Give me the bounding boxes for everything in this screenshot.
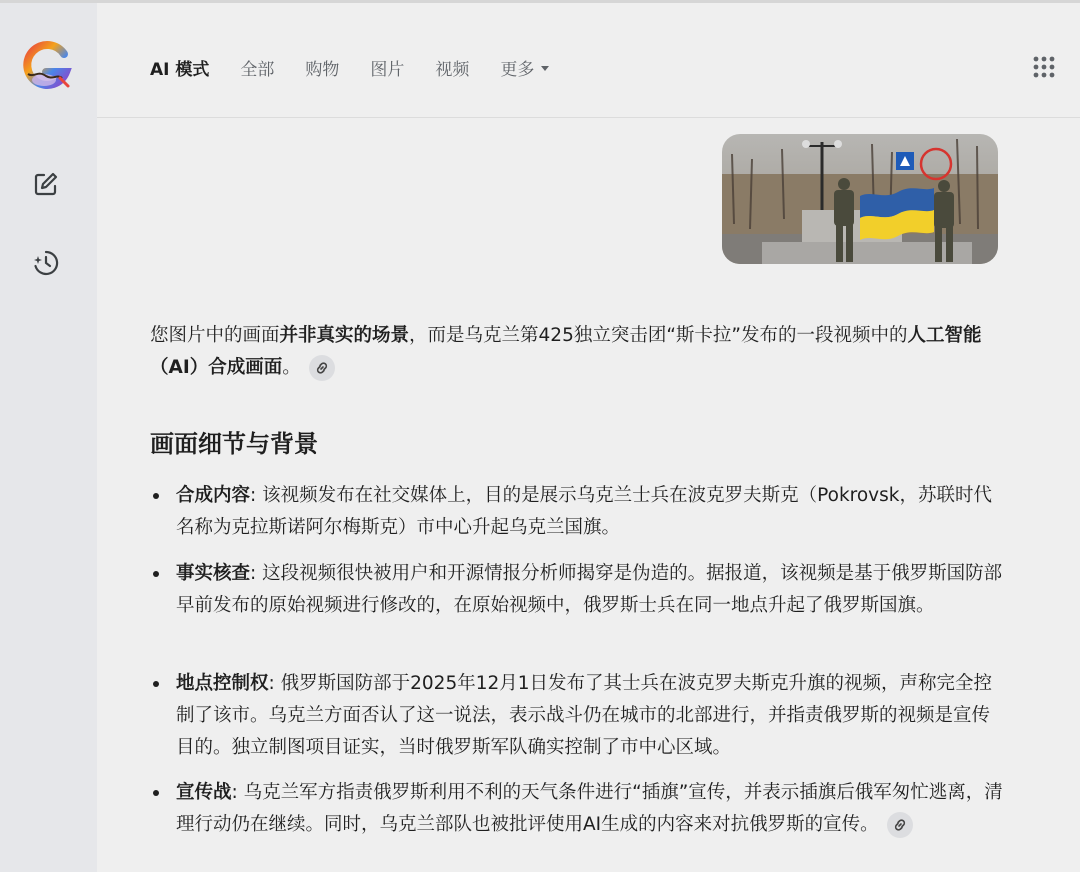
link-icon bbox=[315, 361, 329, 375]
tab-ai-mode[interactable]: AI 模式 bbox=[150, 59, 210, 80]
header-divider bbox=[97, 117, 1080, 118]
history-icon bbox=[31, 248, 61, 278]
search-tabs bbox=[150, 52, 580, 82]
caret-down-icon bbox=[541, 66, 549, 71]
left-rail bbox=[0, 3, 97, 872]
list-item: 地点控制权: 俄罗斯国防部于2025年12月1日发布了其士兵在波克罗夫斯克升旗的视频，声称完全控制了该市。乌克兰方面否认了这一说法，表示战斗仍在城市的北部进行，并指责俄罗斯的视频是宣传目的。独立制图项目证实，当时俄罗斯军队确实控制了市中心区域。 bbox=[150, 668, 1006, 764]
edit-icon bbox=[32, 170, 60, 198]
list-item: 合成内容: 该视频发布在社交媒体上，目的是展示乌克兰士兵在波克罗夫斯克（Pokrovsk，苏联时代名称为克拉斯诺阿尔梅斯克）市中心升起乌克兰国旗。 bbox=[150, 480, 1006, 544]
list-item: 事实核查: 这段视频很快被用户和开源情报分析师揭穿是伪造的。据报道，该视频是基于俄罗斯国防部早前发布的原始视频进行修改的，在原始视频中，俄罗斯士兵在同一地点升起了俄罗斯国旗。 bbox=[150, 558, 1006, 622]
tab-all[interactable]: 全部 bbox=[240, 59, 275, 80]
apps-grid-icon[interactable] bbox=[1033, 56, 1055, 78]
link-icon bbox=[893, 818, 907, 832]
answer-intro bbox=[150, 320, 1000, 384]
list-item: 宣传战: 乌克兰军方指责俄罗斯利用不利的天气条件进行“插旗”宣传，并表示插旗后俄军匆忙逃离，清理行动仍在继续。同时，乌克兰部队也被批评使用AI生成的内容来对抗俄罗斯的宣传。 bbox=[150, 777, 1006, 841]
section-heading: 画面细节与背景 bbox=[150, 430, 318, 458]
intro-paragraph: 您图片中的画面并非真实的场景，而是乌克兰第425独立突击团“斯卡拉”发布的一段视频中的人工智能（AI）合成画面。 bbox=[150, 320, 1000, 384]
source-link-button[interactable] bbox=[309, 355, 335, 381]
tab-shopping[interactable]: 购物 bbox=[305, 59, 340, 80]
new-chat-button[interactable] bbox=[28, 166, 64, 202]
tab-videos[interactable]: 视频 bbox=[435, 59, 470, 80]
history-button[interactable] bbox=[28, 245, 64, 281]
top-border bbox=[0, 0, 1080, 3]
tab-images[interactable]: 图片 bbox=[370, 59, 405, 80]
app-logo-icon[interactable] bbox=[16, 40, 74, 94]
uploaded-image-thumbnail[interactable] bbox=[722, 134, 998, 264]
source-link-button[interactable] bbox=[887, 812, 913, 838]
tab-more[interactable]: 更多 bbox=[500, 55, 549, 80]
